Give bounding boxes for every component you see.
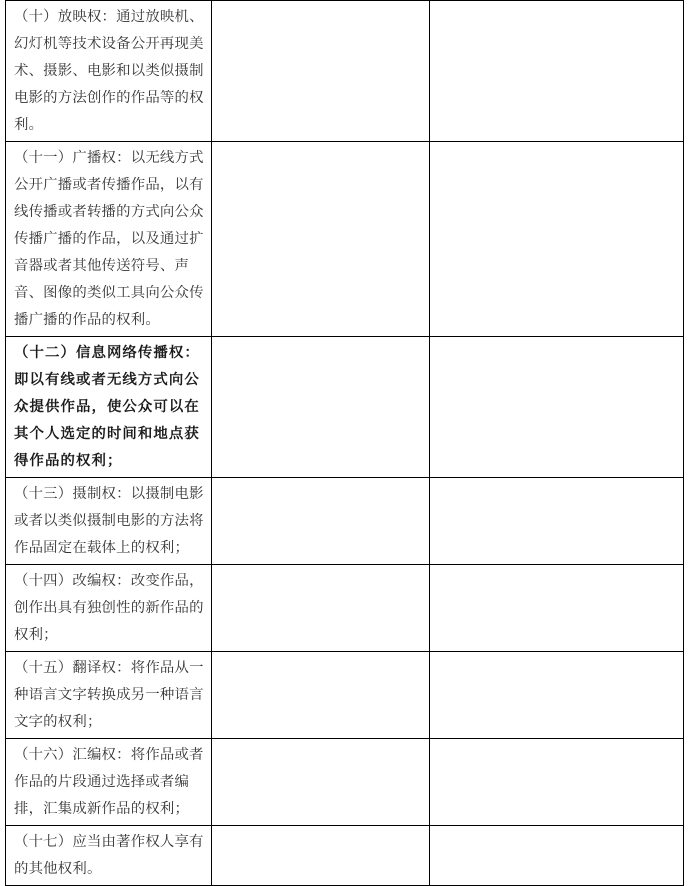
table-row — [6, 565, 684, 652]
empty-cell — [430, 337, 684, 478]
empty-cell — [212, 739, 430, 826]
right-description-cell: （十七）应当由著作权人享有的其他权利。 — [6, 826, 212, 886]
right-description-cell: （十六）汇编权：将作品或者作品的片段通过选择或者编排，汇集成新作品的权利； — [6, 739, 212, 826]
table-row — [6, 739, 684, 826]
empty-cell — [430, 1, 684, 142]
empty-cell — [212, 826, 430, 886]
empty-cell — [430, 826, 684, 886]
table-row — [6, 478, 684, 565]
rights-table — [5, 0, 684, 886]
right-description-cell: （十二）信息网络传播权：即以有线或者无线方式向公众提供作品，使公众可以在其个人选定的时间和地点获得作品的权利； — [6, 337, 212, 478]
right-description-cell: （十一）广播权：以无线方式公开广播或者传播作品，以有线传播或者转播的方式向公众传播广播的作品，以及通过扩音器或者其他传送符号、声音、图像的类似工具向公众传播广播的作品的权利。 — [6, 142, 212, 337]
empty-cell — [430, 565, 684, 652]
empty-cell — [430, 478, 684, 565]
table-row — [6, 652, 684, 739]
empty-cell — [430, 142, 684, 337]
right-description-cell: （十五）翻译权：将作品从一种语言文字转换成另一种语言文字的权利； — [6, 652, 212, 739]
right-description-cell: （十）放映权：通过放映机、幻灯机等技术设备公开再现美术、摄影、电影和以类似摄制电影的方法创作的作品等的权利。 — [6, 1, 212, 142]
table-row — [6, 826, 684, 886]
empty-cell — [212, 652, 430, 739]
empty-cell — [212, 478, 430, 565]
table-row — [6, 337, 684, 478]
right-description-cell: （十四）改编权：改变作品，创作出具有独创性的新作品的权利； — [6, 565, 212, 652]
table-row — [6, 142, 684, 337]
empty-cell — [430, 652, 684, 739]
empty-cell — [212, 1, 430, 142]
empty-cell — [430, 739, 684, 826]
table-row — [6, 1, 684, 142]
empty-cell — [212, 337, 430, 478]
empty-cell — [212, 565, 430, 652]
empty-cell — [212, 142, 430, 337]
right-description-cell: （十三）摄制权：以摄制电影或者以类似摄制电影的方法将作品固定在载体上的权利； — [6, 478, 212, 565]
